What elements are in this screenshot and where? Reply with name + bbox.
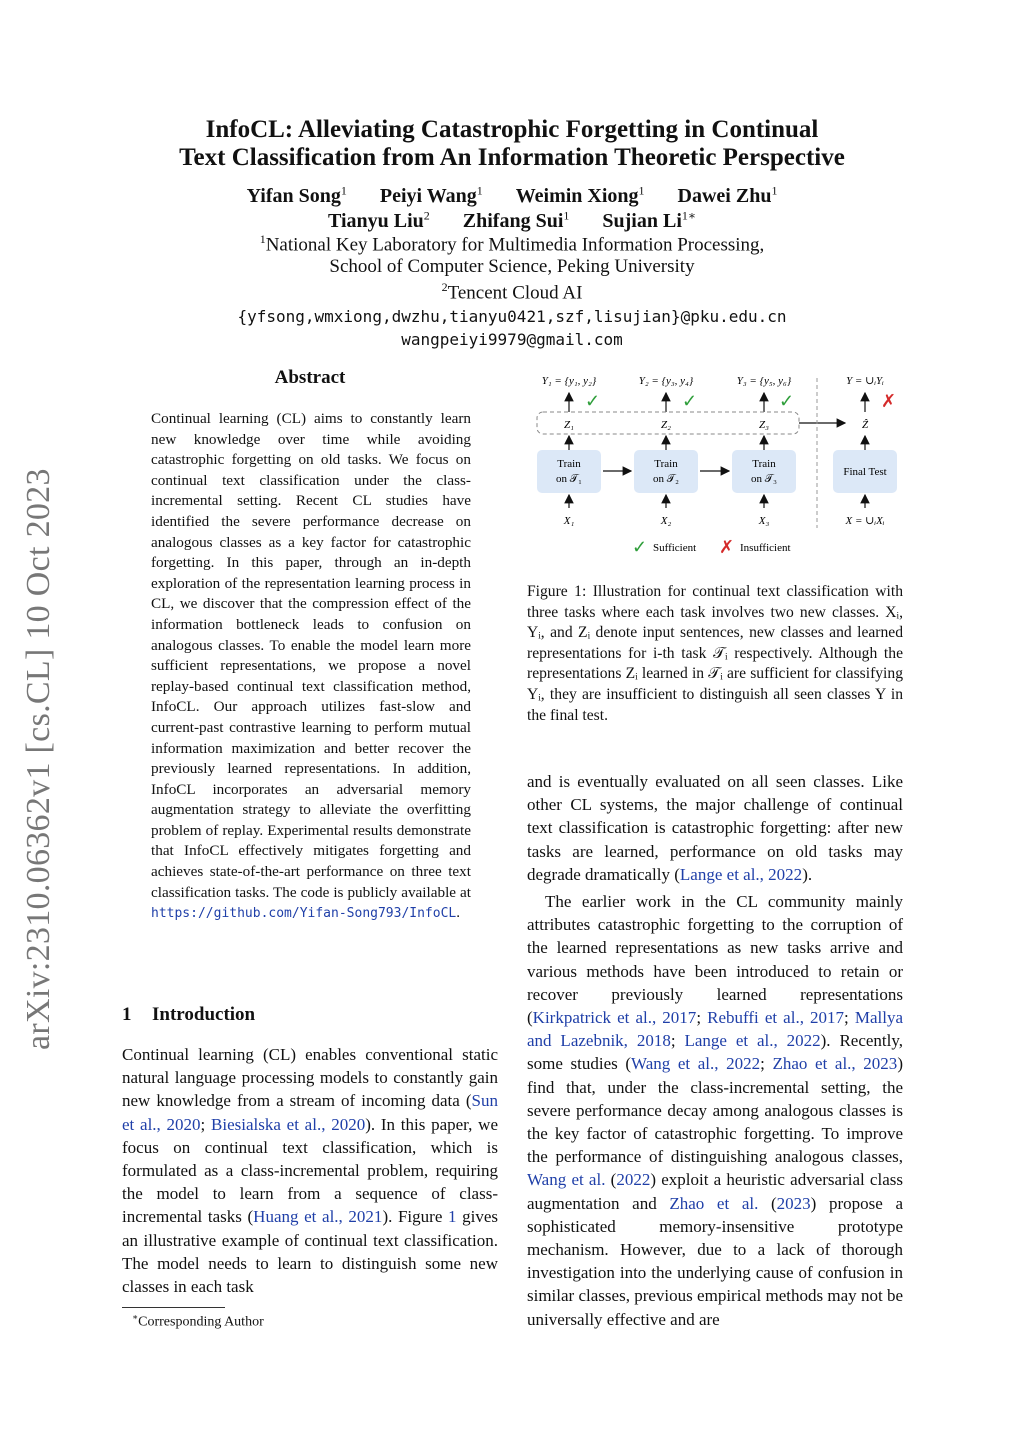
citation-link[interactable]: Mallya and Lazebnik, 2018: [527, 1008, 903, 1051]
check-icon: ✓: [632, 537, 648, 557]
author: Peiyi Wang$^1$: [379, 183, 483, 207]
citation-link[interactable]: Wang et al.: [527, 1170, 606, 1190]
citation-link[interactable]: Kirkpatrick et al., 2017: [532, 1008, 697, 1028]
train-task1-box: [537, 450, 601, 493]
train-task2-box: [634, 450, 698, 493]
arxiv-identifier: arXiv:2310.06362v1 [cs.CL] 10 Oct 2023: [20, 468, 57, 1050]
x1-label: X₁: [563, 515, 575, 527]
code-link[interactable]: https://github.com/Yifan-Song793/InfoCL: [151, 906, 457, 922]
affiliation-line-3: $^2$Tencent Cloud AI: [441, 280, 583, 304]
affiliation-line-1: $^1$National Key Laboratory for Multimedia Information Processing,: [259, 232, 765, 256]
email-line-2[interactable]: wangpeiyi9979@gmail.com: [401, 330, 623, 349]
citation-year-link[interactable]: 2022: [616, 1170, 651, 1190]
citation-link[interactable]: Huang et al., 2021: [253, 1207, 383, 1227]
footnote-divider: [122, 1307, 225, 1308]
citation-year-link[interactable]: 2023: [776, 1193, 811, 1213]
title-line-2: Text Classification from An Information Theoretic Perspective: [179, 144, 845, 171]
task3-class-label: Y₃ = {y₅, y₆}: [736, 375, 792, 387]
abstract-heading: Abstract: [274, 367, 346, 388]
figure-1-caption: Figure 1: Illustration for continual text classification with three tasks where each task involves two new classes. Xᵢ, Yᵢ, and Zᵢ denote input sentences, new classes and learned representations for i-th task 𝒯ᵢ respectively. Although the representations Zᵢ learned in 𝒯ᵢ are sufficient for classifying Yᵢ, they are insufficient to distinguish all seen classes Y in the final test.: [527, 583, 903, 724]
figure-reference-link[interactable]: 1: [448, 1207, 457, 1227]
citation-link[interactable]: Rebuffi et al., 2017: [707, 1008, 845, 1028]
title-line-1: InfoCL: Alleviating Catastrophic Forgetting in Continual: [205, 116, 819, 143]
author: Zhifang Sui$^1$: [462, 208, 570, 232]
paper-title: [0, 116, 1024, 172]
z3-label: Z₃: [759, 419, 769, 431]
author: Dawei Zhu$^1$: [677, 183, 778, 207]
final-test-label: Final Test: [843, 466, 887, 478]
footnote: ∗Corresponding Author: [132, 1312, 264, 1330]
introduction-paragraph: Continual learning (CL) enables conventional static natural language processing models to constantly gain new knowledge from a stream of incoming data (Sun et al., 2020; Biesialska et al., 2020). In this paper, we focus on continual text classification, which is formulated as a class-incremental problem, requiring the model to learn from a sequence of class-incremental tasks (Huang et al., 2021). Figure 1 gives an illustrative example of continual text classification. The model needs to learn to distinguish some new classes in each task: [122, 1045, 499, 1297]
legend-sufficient: Sufficient: [653, 542, 697, 554]
task2-class-label: Y₂ = {y₃, y₄}: [638, 375, 694, 387]
z2-label: Z₂: [661, 419, 671, 431]
legend-insufficient: Insufficient: [740, 542, 791, 554]
train-task3-box: [732, 450, 796, 493]
check-icon: ✓: [585, 391, 601, 411]
cross-icon: ✗: [881, 391, 897, 411]
author: Yifan Song$^1$: [246, 183, 347, 207]
cross-icon: ✗: [719, 537, 735, 557]
abstract-body: Continual learning (CL) aims to constantly learn new knowledge over time while avoiding catastrophic forgetting on old tasks. We focus on continual text classification under the class-incremental setting. Recent CL studies have identified the severe performance decrease on analogous classes as a key factor for catastrophic forgetting. In this paper, through an in-depth exploration of the representation learning process in CL, we discover that the compression effect of the information bottleneck leads to confusion on analogous classes. To enable the model learn more sufficient representations, we propose a novel replay-based continual text classification method, InfoCL. Our approach utilizes fast-slow and current-past contrastive learning to perform mutual information maximization and better recover the previously learned representations. In addition, InfoCL incorporates an adversarial memory augmentation strategy to alleviate the overfitting problem of replay. Experimental results demonstrate that InfoCL effectively mitigates forgetting and achieves state-of-the-art performance on three text classification tasks. The code is publicly available at https://github.com/Yifan-Song793/InfoCL.: [151, 410, 471, 922]
task1-class-label: Y₁ = {y₁, y₂}: [541, 375, 597, 387]
affiliation-line-2: School of Computer Science, Peking University: [329, 256, 695, 277]
right-paragraph-2: The earlier work in the CL community mainly attributes catastrophic forgetting to the corruption of the learned representations as new tasks arrive and various methods have been introduced to retain or recover previously learned representations (Kirkpatrick et al., 2017; Rebuffi et al., 2017; Mallya and Lazebnik, 2018; Lange et al., 2022). Recently, some studies (Wang et al., 2022; Zhao et al., 2023) find that, under the class-incremental setting, the severe performance decay among analogous classes is the key factor of catastrophic forgetting. To improve the performance of distinguishing analogous classes, Wang et al. (2022) exploit a heuristic adversarial class augmentation and Zhao et al. (2023) propose a sophisticated memory-insensitive prototype mechanism. However, due to a lack of thorough investigation into the underlying cause of confusion in similar classes, previous empirical methods may not be universally effective and are: [527, 892, 904, 1329]
train-task1-label: Train: [557, 458, 581, 470]
citation-link[interactable]: Wang et al., 2022: [631, 1054, 761, 1074]
citation-link[interactable]: Lange et al., 2022: [679, 864, 803, 884]
author-row-1: [0, 183, 1024, 208]
z-hat-label: Ẑ: [861, 419, 869, 431]
final-class-label: Y = ∪ᵢYᵢ: [846, 375, 884, 387]
citation-link[interactable]: Sun et al., 2020: [122, 1091, 498, 1134]
figure-1-diagram: [527, 368, 907, 563]
train-task1-sublabel: on 𝒯₁: [555, 473, 583, 485]
train-task3-sublabel: on 𝒯₃: [750, 473, 778, 485]
citation-link[interactable]: Lange et al., 2022: [684, 1031, 821, 1051]
x2-label: X₂: [660, 515, 672, 527]
x3-label: X₃: [758, 515, 770, 527]
right-paragraph-1: and is eventually evaluated on all seen classes. Like other CL systems, the major challenge of continual text classification is catastrophic forgetting: after new tasks are learned, performance on old tasks may degrade dramatically (Lange et al., 2022).: [527, 772, 903, 884]
train-task2-label: Train: [654, 458, 678, 470]
check-icon: ✓: [779, 391, 795, 411]
citation-link[interactable]: Biesialska et al., 2020: [211, 1114, 366, 1134]
author-row-2: [0, 208, 1024, 233]
check-icon: ✓: [682, 391, 698, 411]
author: Sujian $Li^{1∗}$: [602, 208, 697, 232]
author: Weimin Xiong$^1$: [515, 183, 645, 207]
citation-link[interactable]: Zhao et al., 2023: [772, 1054, 898, 1074]
email-line-1[interactable]: {yfsong,wmxiong,dwzhu,tianyu0421,szf,lisujian}@pku.edu.cn: [237, 307, 787, 326]
citation-link[interactable]: Zhao et al.: [669, 1193, 759, 1213]
author: Tianyu Liu$^2$: [327, 208, 430, 232]
introduction-heading: 1 Introduction: [122, 1004, 256, 1025]
x-all-label: X = ∪ᵢXᵢ: [845, 515, 885, 527]
train-task3-label: Train: [752, 458, 776, 470]
z1-label: Z₁: [564, 419, 574, 431]
train-task2-sublabel: on 𝒯₂: [652, 473, 680, 485]
